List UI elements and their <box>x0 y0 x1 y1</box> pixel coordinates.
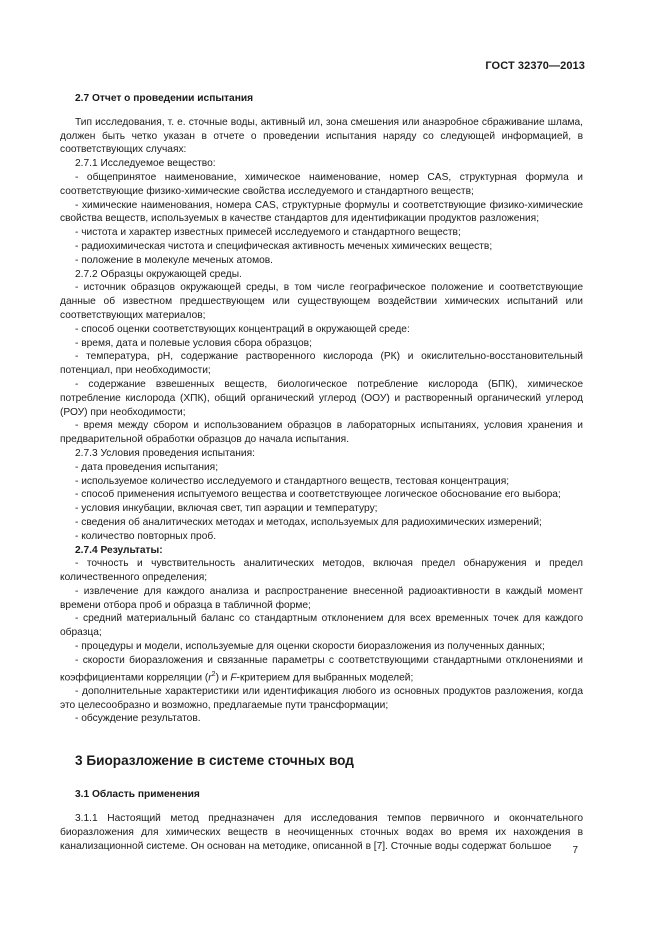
list-item: - дополнительные характеристики или идентификация любого из основных продуктов разложения, когда это целесообразно и возможно, предлагаемые пути трансформации; <box>60 685 583 711</box>
list-item: - содержание взвешенных веществ, биологическое потребление кислорода (БПК), химическое потребление кислорода (ХПК), общий органический углерод (ООУ) и растворенный органический углерод (РОУ) при необходимости; <box>60 378 583 418</box>
subsection-2-7-3-title: 2.7.3 Условия проведения испытания: <box>75 447 255 459</box>
page-body <box>60 92 583 853</box>
list-item-correlation <box>60 654 583 685</box>
list-item: - положение в молекуле меченых атомов. <box>75 254 274 266</box>
list-item: - химические наименования, номера CAS, структурные формулы и соответствующие физико-химические свойства веществ, используемых в качестве стандартов для идентификации продуктов разложения; <box>60 199 583 225</box>
list-item: - количество повторных проб. <box>75 530 217 542</box>
list-item: - извлечение для каждого анализа и распространение внесенной радиоактивности в каждый момент времени отбора проб и образца в табличной форме; <box>60 585 583 611</box>
correlation-text-end: -критерием для выбранных моделей; <box>236 672 414 684</box>
list-item: - процедуры и модели, используемые для оценки скорости биоразложения из полученных данных; <box>75 641 545 653</box>
f-symbol: F <box>230 672 237 684</box>
list-item: - температура, pH, содержание растворенного кислорода (РК) и окислительно-восстановительный потенциал, при необходимости; <box>60 351 583 377</box>
subsection-2-7-1-title: 2.7.1 Исследуемое вещество: <box>75 158 216 170</box>
list-item: - обсуждение результатов. <box>75 713 201 725</box>
list-item: - сведения об аналитических методах и методах, используемых для радиохимических измерений; <box>75 516 542 528</box>
list-item: - способ применения испытуемого вещества и соответствующее логическое обоснование его выбора; <box>75 489 561 501</box>
correlation-text-start: - скорости биоразложения и связанные параметры с соответствующими стандартными отклонениями и коэффициентами корреляции ( <box>60 654 583 684</box>
section-2-7-heading: 2.7 Отчет о проведении испытания <box>75 93 254 104</box>
r-symbol: r <box>208 672 212 684</box>
page-number: 7 <box>572 845 578 856</box>
list-item: - время, дата и полевые условия сбора образцов; <box>75 337 312 349</box>
section-3-heading: 3 Биоразложение в системе сточных вод <box>75 753 354 769</box>
list-item: - радиохимическая чистота и специфическая активность меченых химических веществ; <box>75 240 493 252</box>
list-item: - время между сбором и использованием образцов в лабораторных испытаниях, условия хранения и предварительной обработки образцов до начала испытания. <box>60 420 583 446</box>
correlation-text-mid: ) и <box>215 672 231 684</box>
list-item: - используемое количество исследуемого и стандартного веществ, тестовая концентрация; <box>75 475 510 487</box>
list-item: - точность и чувствительность аналитических методов, включая предел обнаружения и предел количественного определения; <box>60 558 583 584</box>
section-3-1-heading: 3.1 Область применения <box>75 789 200 801</box>
subsection-2-7-4-title: 2.7.4 Результаты: <box>75 544 163 556</box>
section-2-7-intro: Тип исследования, т. е. сточные воды, активный ил, зона смешения или анаэробное сбраживание шлама, должен быть четко указан в отчете о проведении испытания наряду со следующей информацией, в соответствующих случаях: <box>60 116 583 156</box>
list-item: - дата проведения испытания; <box>75 461 219 473</box>
paragraph-3-1-1: 3.1.1 Настоящий метод предназначен для исследования темпов первичного и окончательного биоразложения для химических веществ в неочищенных сточных водах во время их нахождения в канализационной системе. Он основан на методике, описанной в [7]. Сточные воды содержат большое <box>60 813 583 852</box>
list-item: - средний материальный баланс со стандартным отклонением для всех временных точек для каждого образца; <box>60 613 583 639</box>
r-superscript: 2 <box>211 670 216 678</box>
list-item: - общепринятое наименование, химическое наименование, номер CAS, структурная формула и соответствующие физико-химические свойства исследуемого и стандартного веществ; <box>60 171 583 197</box>
list-item: - источник образцов окружающей среды, в том числе географическое положение и соответствующие данные об известном предшествующем или существующем воздействии химических испытаний или соответствующих материалов; <box>60 282 583 321</box>
list-item: - способ оценки соответствующих концентраций в окружающей среде: <box>75 323 410 335</box>
standard-header: ГОСТ 32370—2013 <box>485 60 585 72</box>
list-item: - чистота и характер известных примесей исследуемого и стандартного веществ; <box>75 227 461 239</box>
subsection-2-7-2-title: 2.7.2 Образцы окружающей среды. <box>75 268 242 280</box>
list-item: - условия инкубации, включая свет, тип аэрации и температуру; <box>75 503 378 515</box>
